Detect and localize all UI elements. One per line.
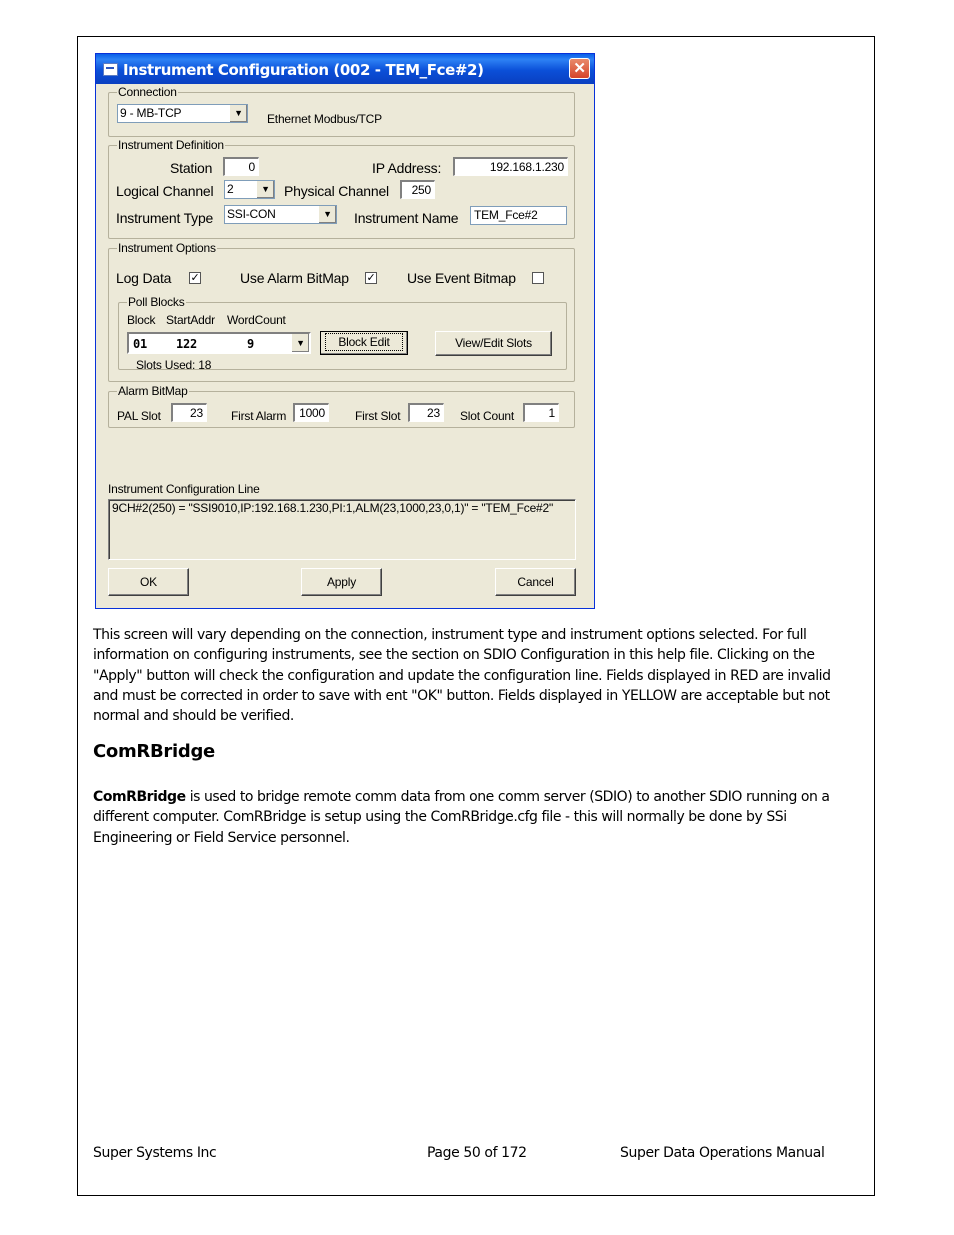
- pal-slot-label: PAL Slot: [117, 409, 161, 423]
- connection-select[interactable]: [117, 104, 248, 123]
- chevron-down-icon[interactable]: ▼: [229, 105, 247, 122]
- instrument-type-select[interactable]: [224, 205, 337, 224]
- poll-block-startaddr: 122: [176, 337, 198, 351]
- comrbridge-paragraph: [93, 787, 859, 848]
- station-field[interactable]: 0: [223, 157, 259, 176]
- instrument-name-field[interactable]: TEM_Fce#2: [470, 206, 567, 225]
- use-alarm-bitmap-label: Use Alarm BitMap: [240, 270, 349, 286]
- apply-button[interactable]: Apply: [301, 568, 382, 596]
- poll-block-number: 01: [133, 337, 148, 351]
- first-alarm-label: First Alarm: [231, 409, 287, 423]
- instrument-definition-legend: Instrument Definition: [118, 138, 224, 152]
- comrbridge-description: is used to bridge remote comm data from one comm server (SDIO) to another SDIO running on a different computer. ComRBridge is setup using the ComRBridge.cfg file - this will normally be done by SSi Engineering or Field Service personnel.: [93, 789, 830, 846]
- alarm-bitmap-legend: Alarm BitMap: [118, 384, 188, 398]
- comrbridge-term: ComRBridge: [93, 789, 186, 805]
- pal-slot-field[interactable]: 23: [171, 403, 207, 422]
- first-slot-field[interactable]: 23: [408, 403, 444, 422]
- cancel-button[interactable]: Cancel: [495, 568, 576, 596]
- physical-channel-label: Physical Channel: [284, 183, 389, 199]
- slots-used-text: Slots Used: 18: [136, 358, 212, 372]
- block-edit-button-label: Block Edit: [325, 333, 402, 351]
- logical-channel-select[interactable]: [224, 180, 275, 199]
- chevron-down-icon[interactable]: ▼: [291, 334, 309, 352]
- use-event-bitmap-label: Use Event Bitmap: [407, 270, 516, 286]
- slot-count-field[interactable]: 1: [523, 403, 559, 422]
- alarm-bitmap-group: [108, 384, 575, 428]
- poll-blocks-legend: Poll Blocks: [128, 295, 185, 309]
- use-event-bitmap-checkbox[interactable]: [532, 272, 544, 284]
- close-icon[interactable]: ✕: [569, 58, 590, 79]
- instrument-definition-group: [108, 138, 575, 239]
- block-column-header: Block: [127, 313, 156, 327]
- first-slot-label: First Slot: [355, 409, 401, 423]
- first-alarm-field[interactable]: 1000: [293, 403, 329, 422]
- dialog-title: Instrument Configuration (002 - TEM_Fce#2): [123, 61, 484, 79]
- footer-manual-title: Super Data Operations Manual: [620, 1145, 825, 1161]
- logical-channel-label: Logical Channel: [116, 183, 214, 199]
- dialog-titlebar[interactable]: [96, 54, 594, 84]
- wordcount-column-header: WordCount: [227, 313, 286, 327]
- config-line-label: Instrument Configuration Line: [108, 482, 260, 496]
- instrument-configuration-dialog: [95, 53, 595, 609]
- ip-address-field[interactable]: 192.168.1.230: [453, 157, 568, 176]
- footer-page-number: Page 50 of 172: [427, 1145, 527, 1161]
- poll-block-wordcount: 9: [247, 337, 255, 351]
- instrument-type-label: Instrument Type: [116, 210, 214, 226]
- instrument-options-legend: Instrument Options: [118, 241, 216, 255]
- connection-select-value: 9 - MB-TCP: [120, 106, 182, 120]
- description-paragraph: This screen will vary depending on the connection, instrument type and instrument options selected. For full information on configuring instruments, see the section on SDIO Configuration in this help file. Clicking on the "Apply" button will check the configuration and update the configuration line. Fields displayed in RED are invalid and must be corrected in order to save with ent "OK" button. Fields displayed in YELLOW are acceptable but not normal and should be verified.: [93, 627, 831, 725]
- slot-count-label: Slot Count: [460, 409, 515, 423]
- log-data-checkbox[interactable]: ✓: [190, 272, 200, 284]
- connection-group: [108, 85, 575, 137]
- poll-block-select[interactable]: [127, 332, 311, 354]
- poll-blocks-group: [118, 295, 567, 372]
- startaddr-column-header: StartAddr: [166, 313, 215, 327]
- footer-company: Super Systems Inc: [93, 1145, 217, 1161]
- chevron-down-icon[interactable]: ▼: [256, 181, 274, 198]
- instrument-options-group: [108, 241, 575, 382]
- config-line-textarea[interactable]: 9CH#2(250) = "SSI9010,IP:192.168.1.230,PI:1,ALM(23,1000,23,0,1)" = "TEM_Fce#2": [108, 499, 576, 560]
- use-alarm-bitmap-checkbox[interactable]: ✓: [366, 272, 376, 284]
- section-heading: ComRBridge: [93, 741, 215, 762]
- ip-address-label: IP Address:: [372, 160, 442, 176]
- station-label: Station: [170, 160, 213, 176]
- log-data-label: Log Data: [116, 270, 172, 286]
- logical-channel-value: 2: [227, 182, 234, 196]
- instrument-name-label: Instrument Name: [354, 210, 459, 226]
- instrument-type-value: SSI-CON: [227, 207, 276, 221]
- view-edit-slots-button[interactable]: View/Edit Slots: [435, 331, 552, 356]
- chevron-down-icon[interactable]: ▼: [318, 206, 336, 223]
- connection-legend: Connection: [118, 85, 177, 99]
- ok-button[interactable]: OK: [108, 568, 189, 596]
- block-edit-button[interactable]: [320, 331, 408, 355]
- physical-channel-field[interactable]: 250: [400, 180, 435, 199]
- connection-description: Ethernet Modbus/TCP: [267, 112, 382, 126]
- window-app-icon: [103, 63, 118, 76]
